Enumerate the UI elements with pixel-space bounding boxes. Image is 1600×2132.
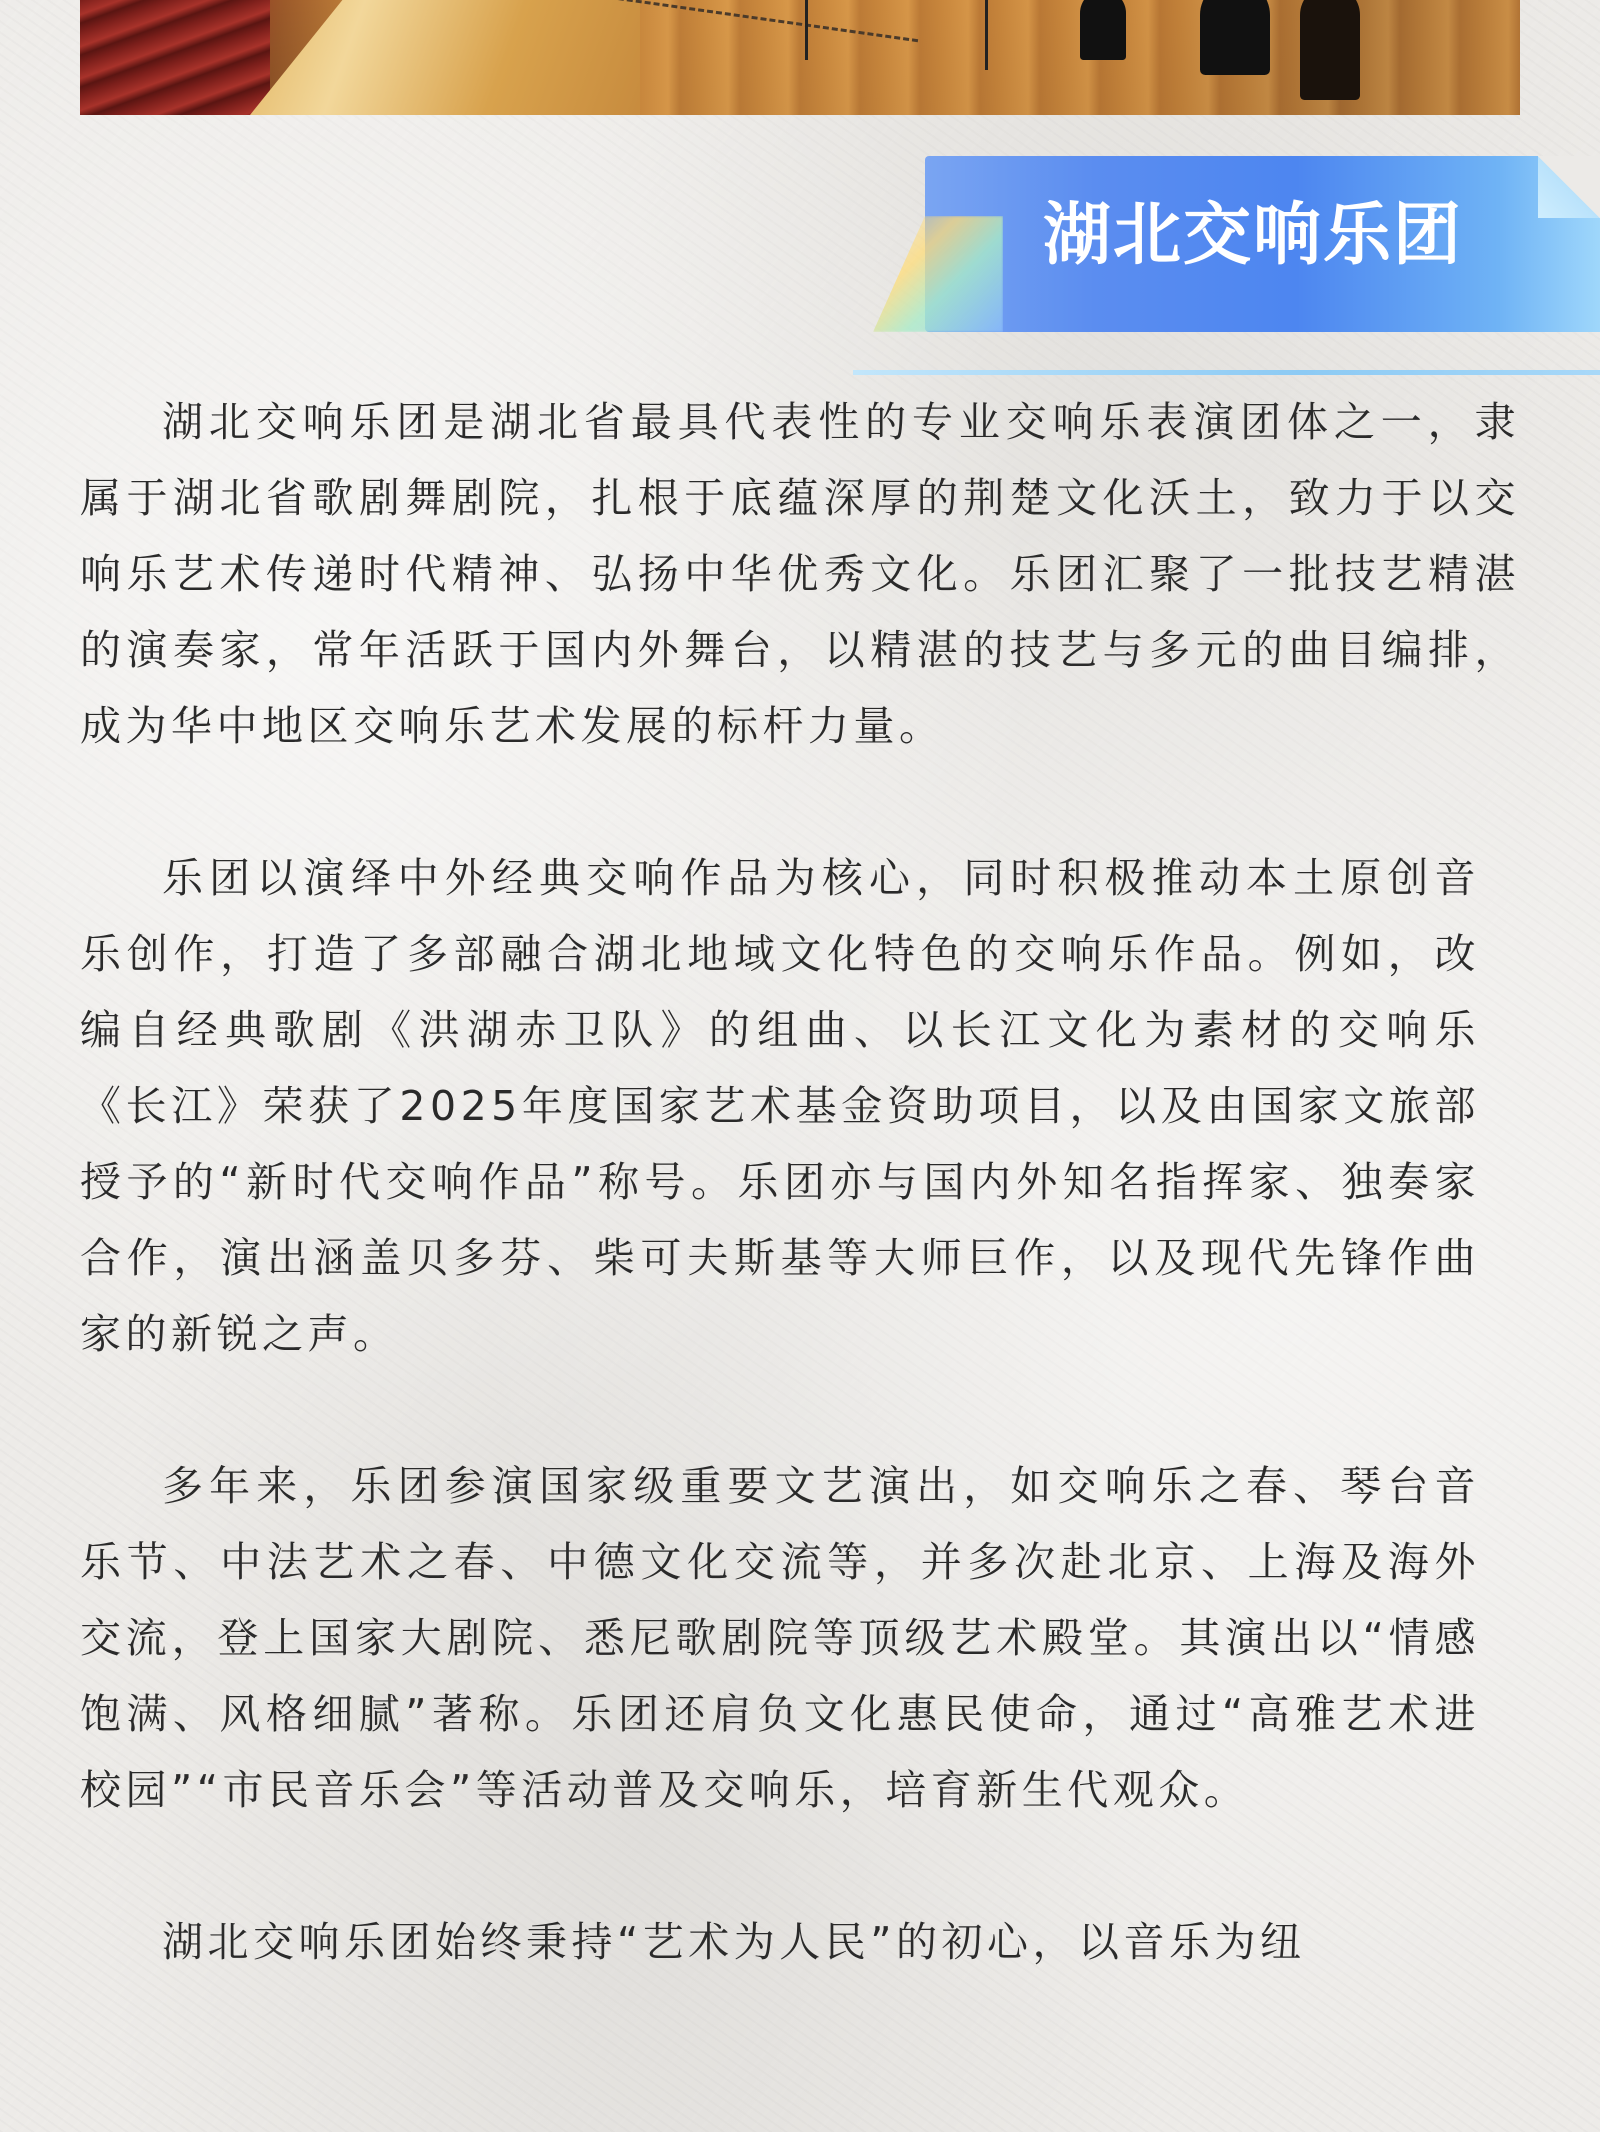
music-stand xyxy=(805,0,808,60)
paragraph: 湖北交响乐团始终秉持“艺术为人民”的初心，以音乐为纽 xyxy=(162,1918,1306,1966)
auditorium-seats xyxy=(80,0,270,115)
section-banner xyxy=(925,156,1600,332)
musician xyxy=(1200,0,1270,75)
stage-edge xyxy=(250,0,670,115)
article-body xyxy=(80,384,1520,1980)
paragraph: 乐团以演绎中外经典交响作品为核心，同时积极推动本土原创音乐创作，打造了多部融合湖北地域文化特色的交响乐作品。例如，改编自经典歌剧《洪湖赤卫队》的组曲、以长江文化为素材的交响乐《长江》荣获了2025年度国家艺术基金资助项目，以及由国家文旅部授予的“新时代交响作品”称号。乐团亦与国内外知名指挥家、独奏家合作，演出涵盖贝多芬、柴可夫斯基等大师巨作，以及现代先锋作曲家的新锐之声。 xyxy=(80,854,1480,1358)
banner-underline xyxy=(853,370,1600,375)
music-stand xyxy=(985,0,988,70)
concert-hall-photo xyxy=(80,0,1520,115)
section-title: 湖北交响乐团 xyxy=(1043,196,1464,275)
musician xyxy=(1080,0,1126,60)
banner-corner-fold xyxy=(1538,156,1600,218)
paragraph: 湖北交响乐团是湖北省最具代表性的专业交响乐表演团体之一，隶属于湖北省歌剧舞剧院，扎根于底蕴深厚的荆楚文化沃土，致力于以交响乐艺术传递时代精神、弘扬中华优秀文化。乐团汇聚了一批技艺精湛的演奏家，常年活跃于国内外舞台，以精湛的技艺与多元的曲目编排，成为华中地区交响乐艺术发展的标杆力量。 xyxy=(80,398,1520,750)
cello xyxy=(1300,0,1360,100)
paragraph: 多年来，乐团参演国家级重要文艺演出，如交响乐之春、琴台音乐节、中法艺术之春、中德文化交流等，并多次赴北京、上海及海外交流，登上国家大剧院、悉尼歌剧院等顶级艺术殿堂。其演出以“情感饱满、风格细腻”著称。乐团还肩负文化惠民使命，通过“高雅艺术进校园”“市民音乐会”等活动普及交响乐，培育新生代观众。 xyxy=(80,1462,1480,1814)
